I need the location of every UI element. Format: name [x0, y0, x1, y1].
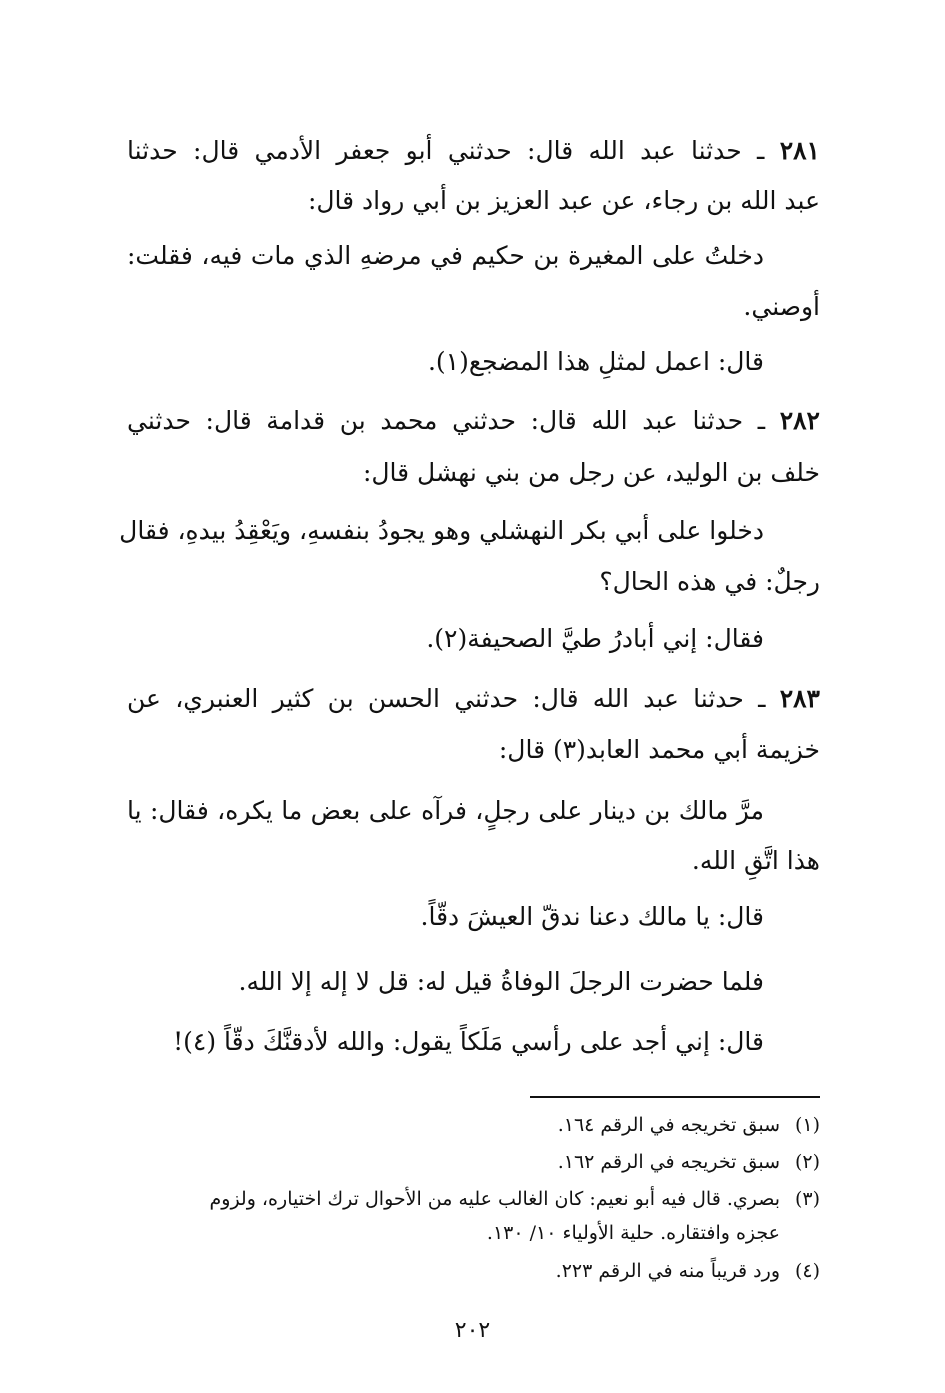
entry-281-line-2: عبد الله بن رجاء، عن عبد العزيز بن أبي رواد قال:: [307, 186, 820, 215]
footnote-number: (٣): [794, 1188, 820, 1210]
footnote-text: بصري. قال فيه أبو نعيم: كان الغالب عليه من الأحوال ترك اختياره، ولزوم: [209, 1188, 780, 1210]
entry-282-line-3: دخلوا على أبي بكر النهشلي وهو يجودُ بنفسهِ، ويَعْقِدُ بيدهِ، فقال: [119, 516, 764, 545]
entry-283-line-7: قال: إني أجد على رأسي مَلَكاً يقول: والله لأدقنَّكَ دقّاً (٤)!: [173, 1027, 764, 1056]
entry-281-line-4: أوصني.: [743, 292, 820, 321]
footnote-3: [127, 1183, 820, 1215]
entry-283-line-3: مرَّ مالك بن دينار على رجلٍ، فرآه على بعض ما يكره، فقال: يا: [127, 796, 764, 825]
footnote-number: (٢): [794, 1151, 820, 1173]
footnote-text: سبق تخريجه في الرقم ١٦٤.: [557, 1114, 780, 1136]
footnote-2: [127, 1146, 820, 1178]
footnote-text-continued: عجزه وافتقاره. حلية الأولياء ١٠/ ١٣٠.: [486, 1222, 780, 1244]
entry-text: ـ حدثنا عبد الله قال: حدثني محمد بن قدامة قال: حدثني: [127, 406, 780, 435]
entry-number: ٢٨١: [779, 136, 820, 165]
entry-282-line-1: [127, 396, 820, 446]
footnote-text: ورد قريباً منه في الرقم ٢٢٣.: [555, 1260, 780, 1282]
entry-283-line-5: قال: يا مالك دعنا ندقّ العيشَ دقّاً.: [420, 902, 764, 931]
entry-282-line-4: رجلٌ: في هذه الحال؟: [599, 567, 820, 596]
footnote-4: [127, 1255, 820, 1287]
entry-282-line-2: خلف بن الوليد، عن رجل من بني نهشل قال:: [362, 458, 820, 487]
footnote-separator: [530, 1096, 820, 1098]
entry-283-line-4: هذا اتَّقِ الله.: [691, 846, 820, 875]
entry-281-line-1: [127, 126, 820, 176]
footnote-text: سبق تخريجه في الرقم ١٦٢.: [557, 1151, 780, 1173]
entry-281-line-5: قال: اعمل لمثلِ هذا المضجع(١).: [427, 347, 764, 376]
entry-283-line-6: فلما حضرت الرجلَ الوفاةُ قيل له: قل لا إله إلا الله.: [238, 967, 764, 996]
entry-text: ـ حدثنا عبد الله قال: حدثني أبو جعفر الأدمي قال: حدثنا: [127, 136, 780, 165]
entry-283-line-1: [127, 674, 820, 724]
entry-text: ـ حدثنا عبد الله قال: حدثني الحسن بن كثير العنبري، عن: [127, 684, 780, 713]
footnote-number: (٤): [794, 1260, 820, 1282]
footnote-3-continuation: [127, 1217, 820, 1249]
entry-281-line-3: دخلتُ على المغيرة بن حكيم في مرضهِ الذي مات فيه، فقلت:: [127, 241, 764, 270]
entry-number: ٢٨٣: [779, 684, 820, 713]
footnote-1: [127, 1109, 820, 1141]
page-number: ٢٠٢: [454, 1318, 491, 1343]
entry-282-line-5: فقال: إني أبادرُ طيَّ الصحيفة(٢).: [426, 624, 764, 653]
footnote-number: (١): [794, 1114, 820, 1136]
entry-283-line-2: خزيمة أبي محمد العابد(٣) قال:: [498, 735, 820, 764]
entry-number: ٢٨٢: [779, 406, 820, 435]
